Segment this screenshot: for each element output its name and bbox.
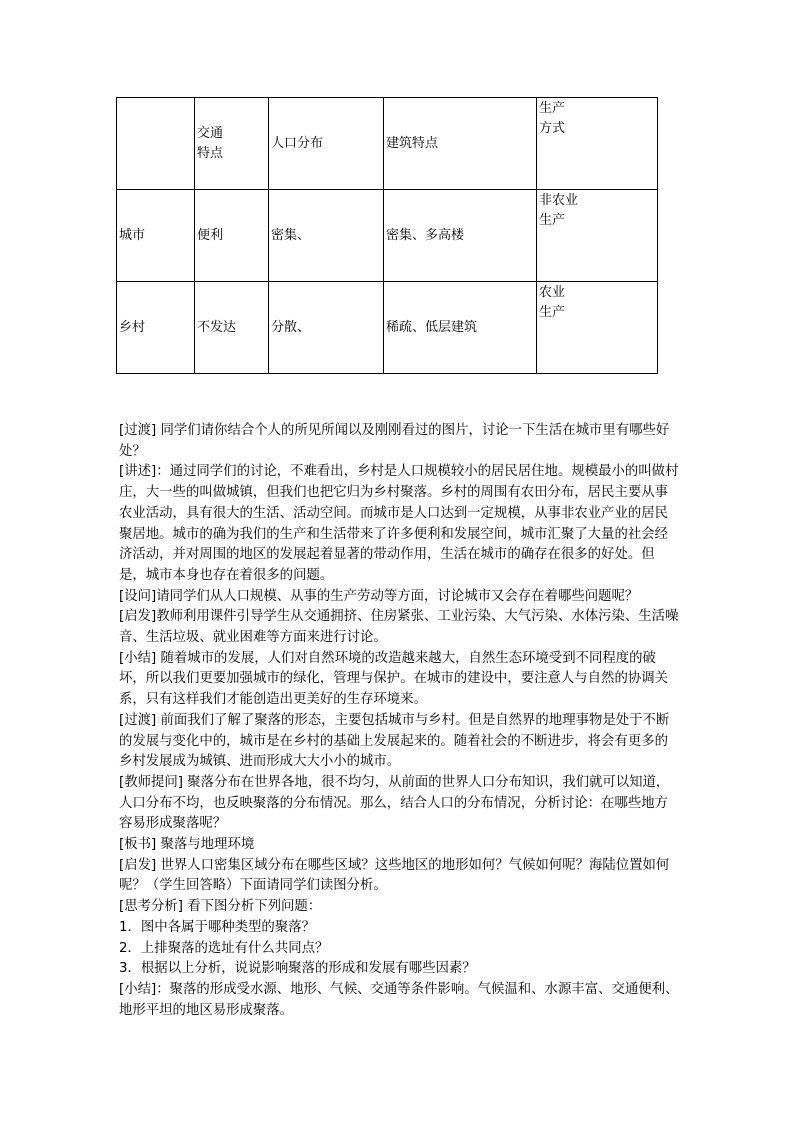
paragraph: [教师提问] 聚落分布在世界各地，很不均匀，从前面的世界人口分布知识，我们就可以知道，人口分布不均，也反映聚落的分布情况。那么，结合人口的分布情况，分析讨论：在哪些地方容易形成聚落呢？ xyxy=(119,774,670,832)
paragraph: [板书] 聚落与地理环境 xyxy=(119,837,255,853)
list-item: 3．根据以上分析，说说影响聚落的形成和发展有哪些因素？ xyxy=(119,961,476,977)
table-cell: 密集、多高楼 xyxy=(384,190,537,282)
list-item: 1．图中各属于哪种类型的聚落？ xyxy=(119,919,315,935)
table-cell: 密集、 xyxy=(269,190,384,282)
paragraph: [启发]教师利用课件引导学生从交通拥挤、住房紧张、工业污染、大气污染、水体污染、生活噪音、生活垃圾、就业困难等方面来进行讨论。 xyxy=(119,609,679,646)
table-cell xyxy=(117,98,195,190)
table-header-row xyxy=(117,98,658,190)
paragraph: [启发] 世界人口密集区域分布在哪些区域？这些地区的地形如何？气候如何呢？海陆位置如何呢？（学生回答略）下面请同学们读图分析。 xyxy=(119,857,670,894)
paragraph: [小结] 随着城市的发展，人们对自然环境的改造越来越大，自然生态环境受到不同程度的破坏，所以我们更要加强城市的绿化，管理与保护。在城市的建设中，要注意人与自然的协调关系，只有这样我们才能创造出更美好的生存环境来。 xyxy=(119,650,669,708)
table-header-cell: 生产 方式 xyxy=(537,98,658,190)
table-cell: 城市 xyxy=(117,190,195,282)
table-row xyxy=(117,282,658,374)
table-cell: 稀疏、低层建筑 xyxy=(384,282,537,374)
paragraph: [小结]：聚落的形成受水源、地形、气候、交通等条件影响。气候温和、水源丰富、交通便利、地形平坦的地区易形成聚落。 xyxy=(119,981,679,1018)
paragraph: [过渡] 前面我们了解了聚落的形态，主要包括城市与乡村。但是自然界的地理事物是处于不断的发展与变化中的，城市是在乡村的基础上发展起来的。随着社会的不断进步，将会有更多的乡村发展成为城镇、进而形成大大小小的城市。 xyxy=(119,712,670,770)
table-cell: 乡村 xyxy=(117,282,195,374)
list-item: 2．上排聚落的选址有什么共同点？ xyxy=(119,940,329,956)
table-cell: 不发达 xyxy=(195,282,269,374)
paragraph: [思考分析] 看下图分析下列问题： xyxy=(119,899,322,915)
table-cell: 农业 生产 xyxy=(537,282,658,374)
table-header-cell: 交通 特点 xyxy=(195,98,269,190)
lesson-body xyxy=(119,421,679,1021)
settlement-comparison-table xyxy=(116,97,658,374)
paragraph: [设问]请同学们从人口规模、从事的生产劳动等方面，讨论城市又会存在着哪些问题呢？ xyxy=(119,588,639,604)
table-cell: 非农业 生产 xyxy=(537,190,658,282)
paragraph: [过渡] 同学们请你结合个人的所见所闻以及刚刚看过的图片，讨论一下生活在城市里有哪些好处？ xyxy=(119,423,670,459)
paragraph: [讲述]：通过同学们的讨论，不难看出，乡村是人口规模较小的居民居住地。规模最小的叫做村庄，大一些的叫做城镇，但我们也把它归为乡村聚落。乡村的周围有农田分布，居民主要从事农业活动，具有很大的生活、活动空间。而城市是人口达到一定规模，从事非农业产业的居民聚居地。城市的确为我们的生产和生活带来了许多便利和发展空间，城市汇聚了大量的社会经济活动，并对周围的地区的发展起着显著的带动作用，生活在城市的确存在很多的好处。但是，城市本身也存在着很多的问题。 xyxy=(119,464,679,583)
table-cell: 便利 xyxy=(195,190,269,282)
table-cell: 分散、 xyxy=(269,282,384,374)
table-row xyxy=(117,190,658,282)
table-header-cell: 人口分布 xyxy=(269,98,384,190)
table-header-cell: 建筑特点 xyxy=(384,98,537,190)
